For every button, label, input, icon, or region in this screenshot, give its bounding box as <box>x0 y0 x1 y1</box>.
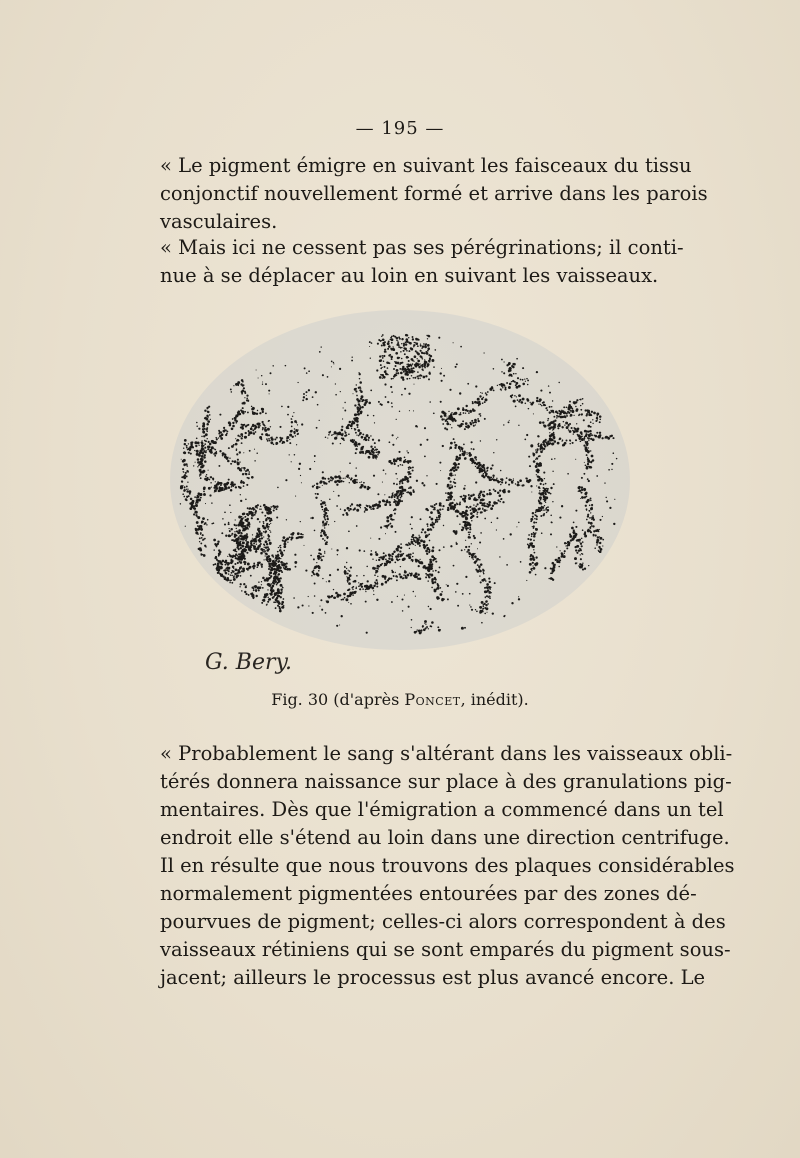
figure-caption <box>0 690 800 709</box>
text-line: pourvues de pigment; celles-ci alors correspondent à des <box>160 910 726 933</box>
text-line: nue à se déplacer au loin en suivant les vaisseaux. <box>160 264 659 287</box>
caption-author: Poncet <box>404 690 461 709</box>
text-line: Il en résulte que nous trouvons des plaques considérables <box>160 854 735 877</box>
caption-prefix: Fig. 30 (d'après <box>271 690 405 709</box>
pigment-stipple-drawing <box>160 300 640 680</box>
text-line: conjonctif nouvellement formé et arrive dans les parois <box>160 182 708 205</box>
text-line: mentaires. Dès que l'émigration a commencé dans un tel <box>160 798 724 821</box>
page-number: — 195 — <box>355 118 445 139</box>
figure-wash <box>170 310 630 650</box>
paragraph-1 <box>160 152 708 236</box>
paragraph-3 <box>160 740 735 992</box>
text-line: térés donnera naissance sur place à des granulations pig- <box>160 770 732 793</box>
text-line: vaisseaux rétiniens qui se sont emparés du pigment sous- <box>160 938 731 961</box>
text-line: « Mais ici ne cessent pas ses pérégrinations; il conti- <box>160 236 684 259</box>
paragraph-2 <box>160 234 684 290</box>
text-line: vasculaires. <box>160 210 278 233</box>
text-line: endroit elle s'étend au loin dans une direction centrifuge. <box>160 826 730 849</box>
artist-signature: G. Bery. <box>205 650 292 675</box>
text-line: normalement pigmentées entourées par des zones dé- <box>160 882 697 905</box>
caption-suffix: , inédit). <box>460 690 529 709</box>
text-line: « Probablement le sang s'altérant dans les vaisseaux obli- <box>160 742 733 765</box>
figure-illustration <box>160 300 640 680</box>
text-line: « Le pigment émigre en suivant les faisceaux du tissu <box>160 154 692 177</box>
text-line: jacent; ailleurs le processus est plus avancé encore. Le <box>160 966 706 989</box>
